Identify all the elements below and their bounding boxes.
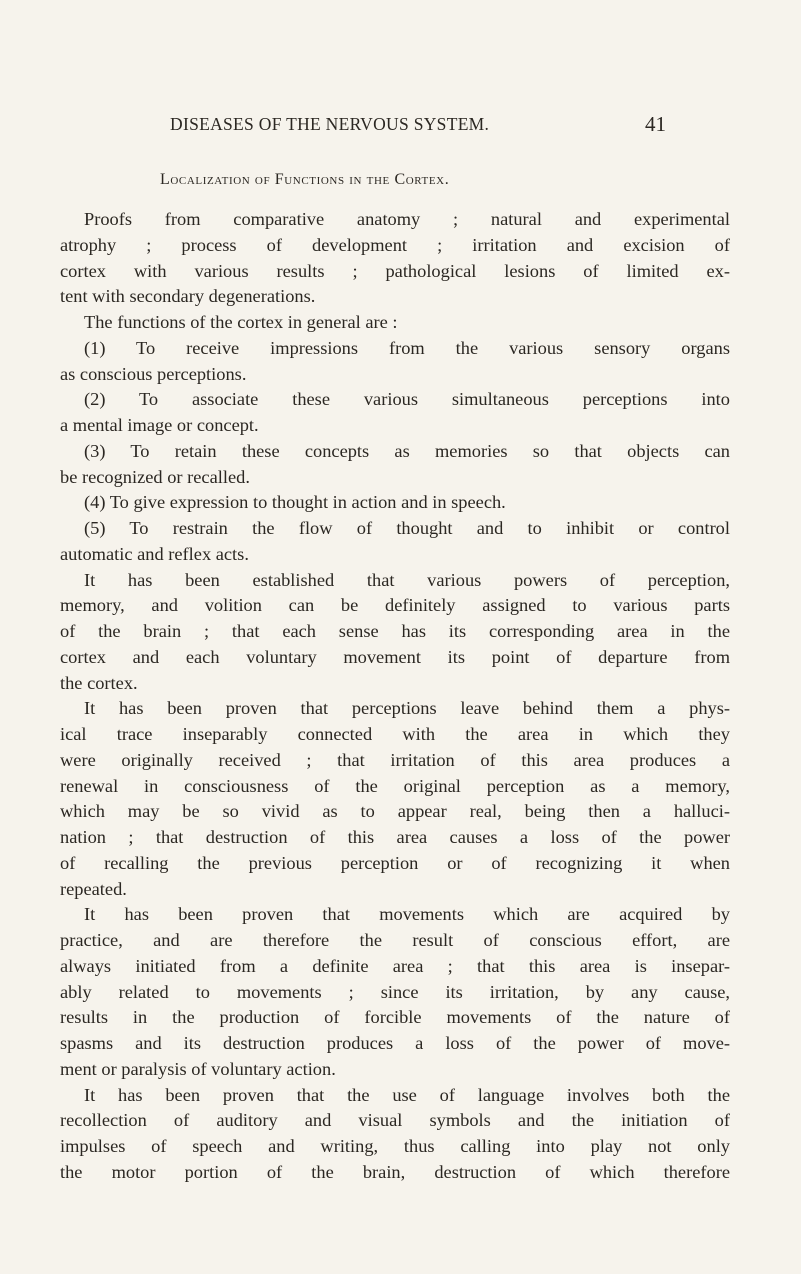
text-line: a mental image or concept. bbox=[60, 415, 259, 435]
text-line: (1) To receive impressions from the various sensory organs bbox=[84, 337, 730, 358]
text-line: Proofs from comparative anatomy ; natural and experimental bbox=[84, 209, 730, 229]
text-line: spasms and its destruction produces a loss of the power of move- bbox=[60, 1033, 730, 1053]
text-line: memory, and volition can be definitely assigned to various parts bbox=[60, 595, 730, 616]
text-line: The functions of the cortex in general are : bbox=[84, 312, 398, 332]
text-line: were originally received ; that irritation of this area produces a bbox=[60, 749, 730, 770]
text-line: nation ; that destruction of this area causes a loss of the power bbox=[60, 827, 730, 847]
text-line: atrophy ; process of development ; irritation and excision of bbox=[60, 234, 730, 255]
text-line: (3) To retain these concepts as memories so that objects can bbox=[84, 440, 730, 461]
text-line: cortex and each voluntary movement its point of departure from bbox=[60, 646, 730, 667]
text-line: as conscious perceptions. bbox=[60, 363, 247, 384]
text-line: the motor portion of the brain, destruction of which therefore bbox=[60, 1161, 730, 1182]
text-line: (2) To associate these various simultaneous perceptions into bbox=[84, 389, 730, 410]
text-line: (5) To restrain the flow of thought and to inhibit or control bbox=[84, 518, 730, 538]
text-line: (4) To give expression to thought in action and in speech. bbox=[84, 492, 506, 513]
text-line: repeated. bbox=[60, 878, 127, 899]
text-line: which may be so vivid as to appear real, being then a halluci- bbox=[60, 801, 730, 822]
text-line: It has been proven that perceptions leave behind them a phys- bbox=[84, 698, 730, 719]
text-line: cortex with various results ; pathological lesions of limited ex- bbox=[60, 260, 730, 281]
text-line: It has been established that various powers of perception, bbox=[84, 569, 730, 590]
text-line: It has been proven that movements which are acquired by bbox=[84, 904, 730, 925]
text-line: of recalling the previous perception or of recognizing it when bbox=[60, 852, 730, 873]
text-line: ably related to movements ; since its irritation, by any cause, bbox=[60, 981, 730, 1002]
page-number: 41 bbox=[645, 112, 666, 136]
section-title: Localization of Functions in the Cortex. bbox=[160, 171, 450, 188]
running-head: DISEASES OF THE NERVOUS SYSTEM. bbox=[170, 114, 490, 134]
text-line: results in the production of forcible movements of the nature of bbox=[60, 1007, 730, 1028]
body-text bbox=[60, 207, 730, 1186]
text-line: the cortex. bbox=[60, 672, 138, 693]
text-line: recollection of auditory and visual symbols and the initiation of bbox=[60, 1110, 730, 1131]
text-line: renewal in consciousness of the original perception as a memory, bbox=[60, 775, 730, 796]
text-line: always initiated from a definite area ; that this area is insepar- bbox=[60, 955, 730, 976]
text-line: tent with secondary degenerations. bbox=[60, 286, 316, 307]
text-line: of the brain ; that each sense has its corresponding area in the bbox=[60, 621, 730, 641]
text-line: automatic and reflex acts. bbox=[60, 543, 249, 564]
text-line: impulses of speech and writing, thus calling into play not only bbox=[60, 1136, 730, 1156]
text-line: It has been proven that the use of language involves both the bbox=[84, 1084, 730, 1105]
text-line: be recognized or recalled. bbox=[60, 466, 250, 487]
text-line: practice, and are therefore the result of conscious effort, are bbox=[60, 930, 730, 950]
text-line: ment or paralysis of voluntary action. bbox=[60, 1058, 336, 1079]
text-line: ical trace inseparably connected with the area in which they bbox=[60, 724, 730, 744]
